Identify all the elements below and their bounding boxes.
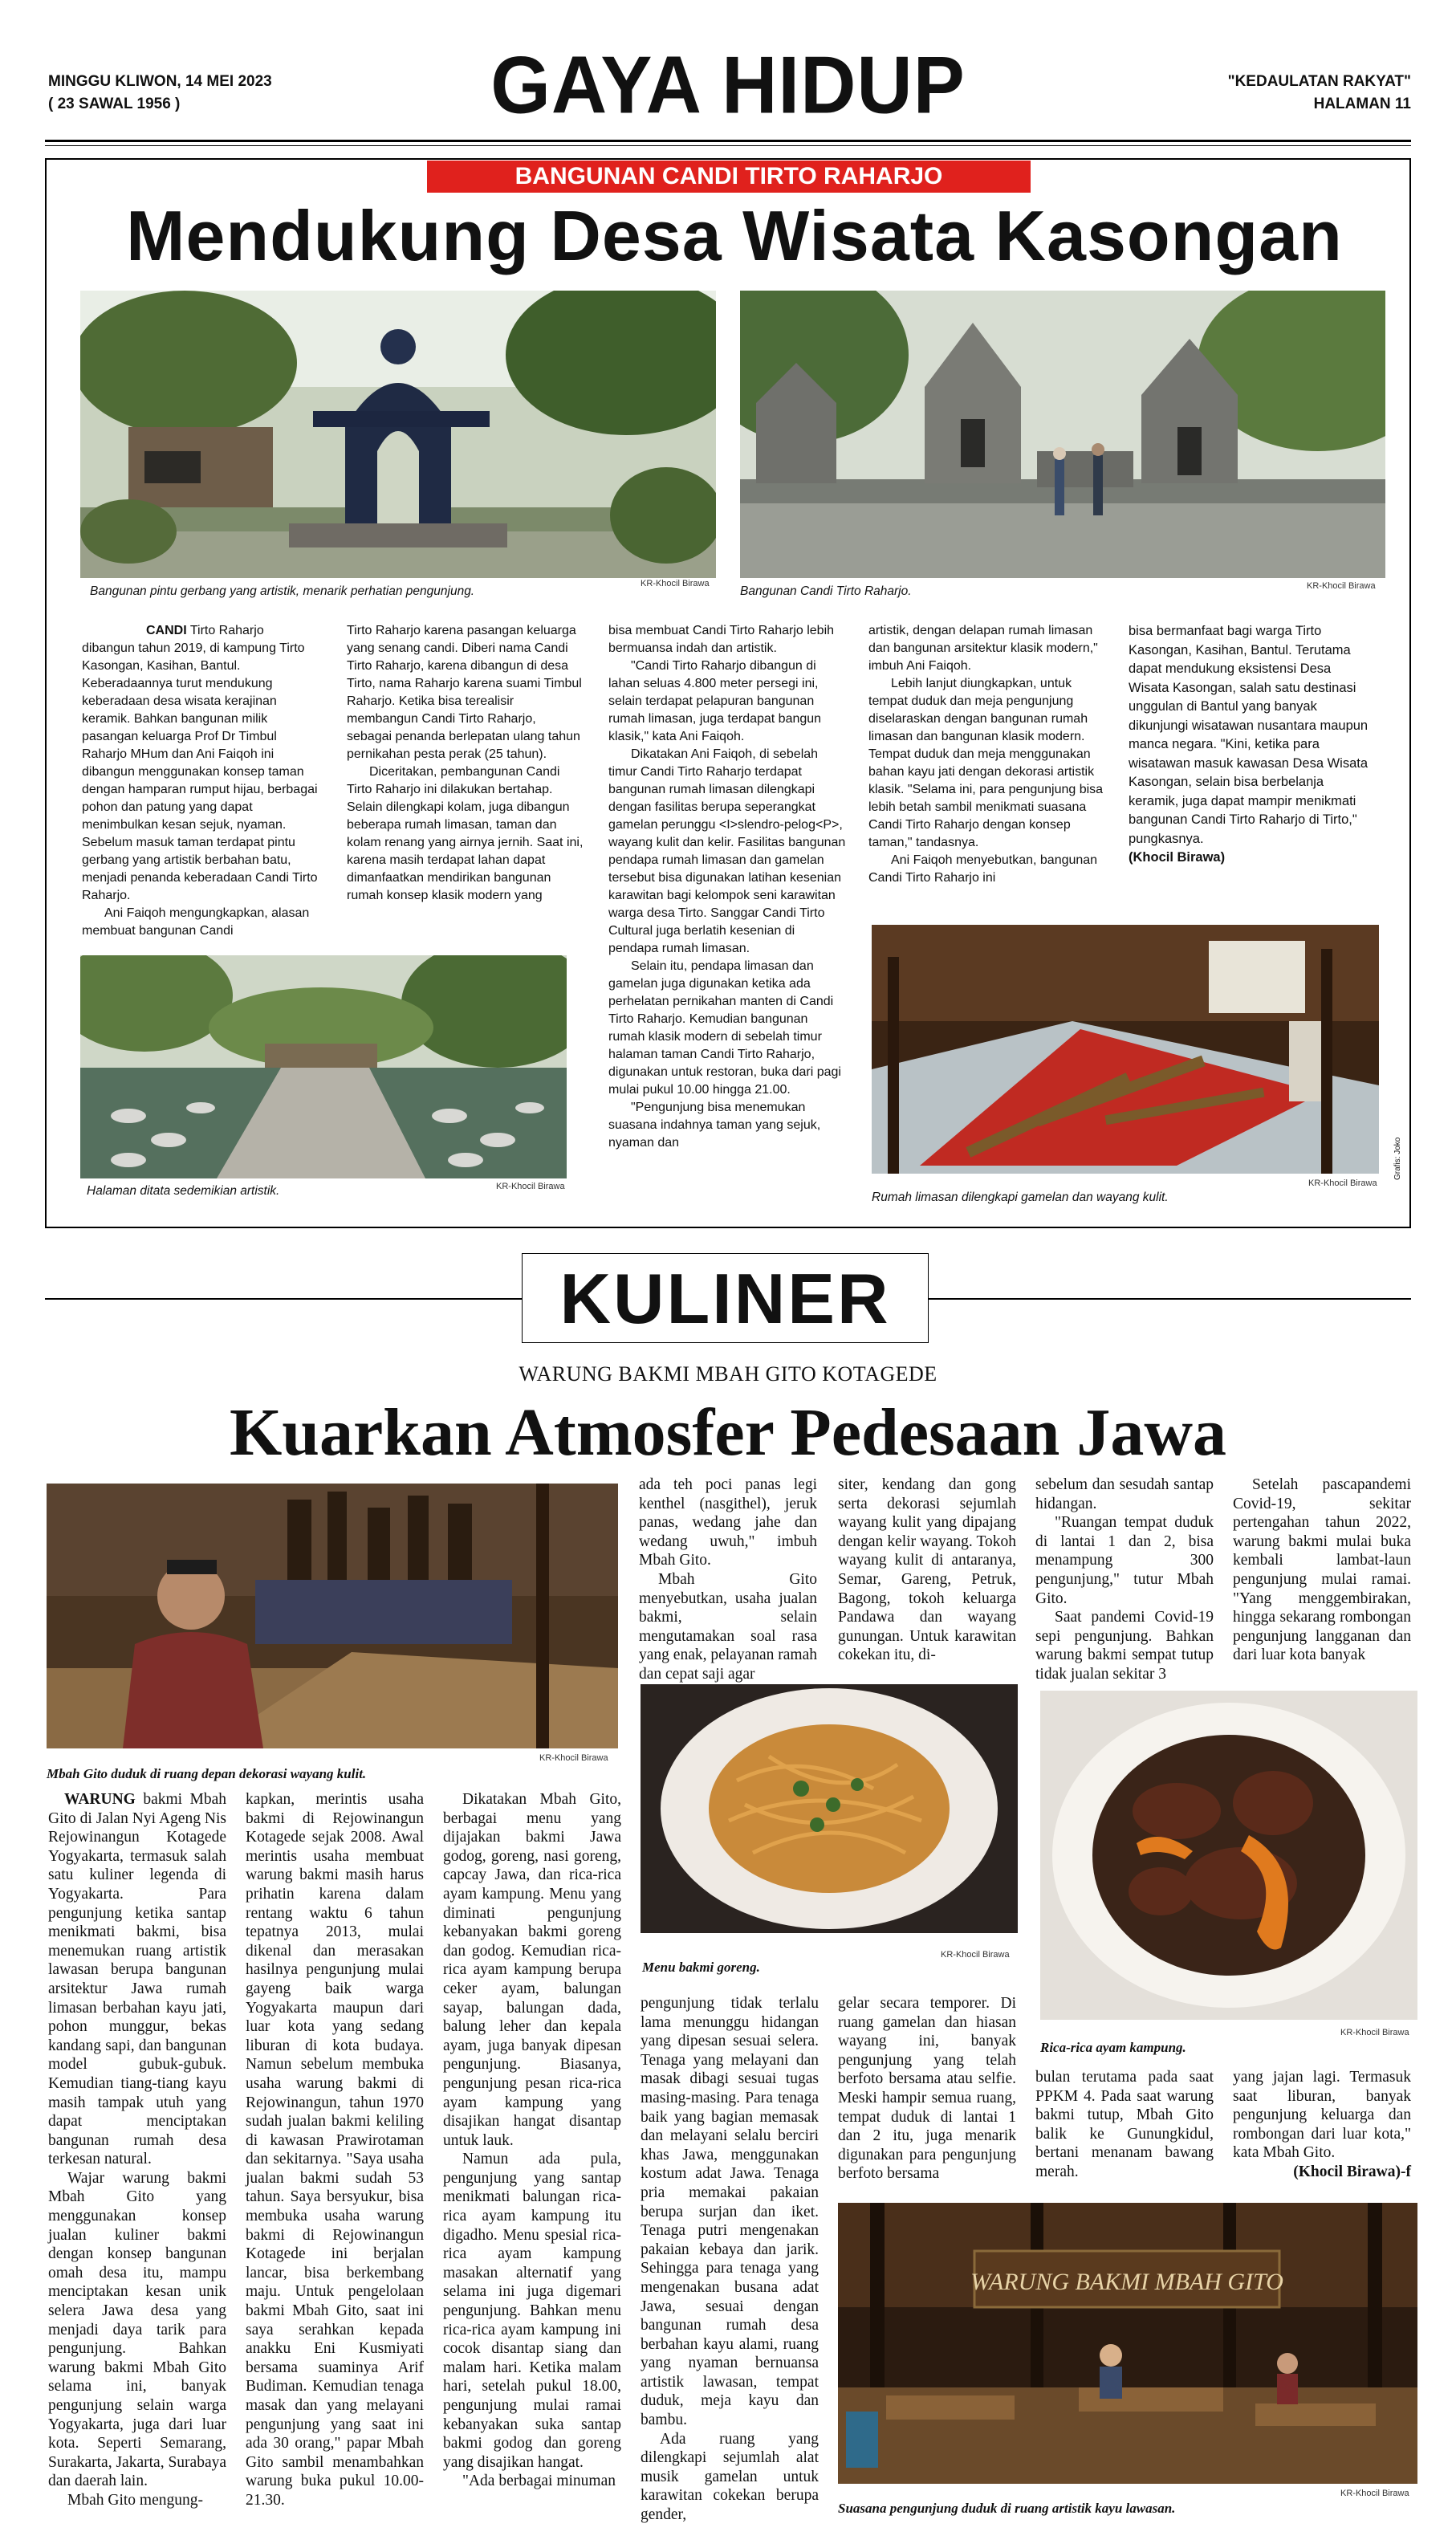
k-col7-p1: Setelah pascapandemi Covid-19, sekitar pertengahan tahun 2022, warung bakmi mulai buka kembali lambat-laun pengunjung mulai ramai. "Yang menggembirakan, hingga sekarang rombongan pengunjung langganan dan dari luar kota banyak: [1233, 1476, 1411, 1664]
photo-bakmi: [641, 1684, 1018, 1933]
header-rule: [45, 140, 1411, 142]
col4-p1: artistik, dengan delapan rumah limasan dan bangunan arsitektur klasik modern," imbuh Ani Faiqoh.: [868, 624, 1098, 673]
col5-p1: bisa bermanfaat bagi warga Tirto Kasongan, Kasihan, Bantul. Terutama dapat mendukung eksistensi Desa Wisata Kasongan, salah satu destinasi unggulan di Bantul yang banyak dikunjungi wisatawan nusantara maupun manca negara. "Kini, ketika para wisatawan masuk kawasan Desa Wisata Kasongan, selain bisa berbelanja keramik, juga dapat mampir menikmati bangunan Candi Tirto Raharjo di Tirto," pungkasnya.: [1129, 624, 1369, 846]
k-col11-p1: yang jajan lagi. Termasuk saat liburan, banyak pengunjung keluarga dan rombongan dari luar kota," kata Mbah Gito.: [1233, 2069, 1411, 2162]
credit-candi: KR-Khocil Birawa: [1307, 581, 1376, 591]
feature1-column-4: [868, 622, 1106, 887]
photo-garden: [80, 955, 567, 1178]
k-col8-p1: pengunjung tidak terlalu lama menunggu hidangan yang dipesan sesuai selera. Tenaga yang melayani dan masak dibagi sesuai tugas masing-masing. Para tenaga baik yang bagian memasak dan melayani selalu berciri khas Jawa, menggunakan kostum adat Jawa. Tenaga pria memakai pakaian berupa surjan dan iket. Tenaga putri mengenakan pakaian kebaya dan jarik. Sehingga para tenaga yang mengenakan busana adat Jawa, sesuai dengan bangunan rumah desa berbahan kayu alami, ruang yang nyaman bernuansa artistik lawasan, tempat duduk, meja kayu dan bambu.: [641, 1995, 819, 2429]
warung-sign-text: WARUNG BAKMI MBAH GITO: [970, 2269, 1283, 2295]
k-col9-p1: gelar secara temporer. Di ruang gamelan dan hiasan wayang ini, banyak pengunjung yang telah berfoto bersama atau selfie. Meski hampir semua ruang, tempat duduk di lantai 1 dan 2 itu, juga menarik digunakan para pengunjung berfoto bersama: [838, 1995, 1016, 2183]
k-col1-p3: Mbah Gito mengung-: [67, 2491, 203, 2509]
kuliner-column-1: [48, 1790, 226, 2510]
kuliner-column-10: [1035, 2068, 1214, 2182]
page-number: HALAMAN 11: [1313, 96, 1411, 112]
k-lead-word: WARUNG: [64, 1791, 136, 1808]
graphics-credit: Grafis: Joko: [1393, 1137, 1402, 1180]
col3-p4: Selain itu, pendapa limasan dan gamelan juga digunakan ketika ada perhelatan pernikahan manten di Candi Tirto Raharjo. Kemudian bangunan rumah klasik modern di sebelah timur halaman taman Candi Tirto Raharjo, digunakan untuk restoran, buka dari pagi mulai pukul 10.00 hingga 21.00.: [608, 959, 841, 1097]
photo-gamelan: [872, 925, 1379, 1174]
paper-name: "KEDAULATAN RAKYAT": [1227, 73, 1411, 90]
credit-garden: KR-Khocil Birawa: [496, 1182, 565, 1191]
section-label: KULINER: [522, 1253, 929, 1343]
hijri-date-line: ( 23 SAWAL 1956 ): [48, 96, 181, 112]
k-col3-p2: Namun ada pula, pengunjung yang santap menikmati balungan rica-rica ayam kampung itu digadho. Menu spesial rica-rica ayam kampung masakan alternatif yang selama ini juga digemari pengunjung. Bahkan menu rica-rica ayam kampung ini cocok disantap siang dan malam hari. Ketika malam hari, setelah pukul 18.00, pengunjung mulai ramai kebanyakan suka santap bakmi godog dan goreng yang disajikan hangat.: [443, 2151, 621, 2471]
photo-rica-rica: [1040, 1691, 1417, 2020]
photo-gate: [80, 291, 716, 578]
date-line: MINGGU KLIWON, 14 MEI 2023: [48, 73, 272, 90]
page-info: [1228, 71, 1411, 116]
feature1-column-1: [82, 622, 319, 940]
credit-bakmi: KR-Khocil Birawa: [941, 1950, 1010, 1960]
photo-mbah-gito: [47, 1484, 618, 1748]
credit-gamelan: KR-Khocil Birawa: [1308, 1178, 1377, 1188]
col2-p2: Diceritakan, pembangunan Candi Tirto Raharjo ini dilakukan bertahap. Selain dilengkapi kolam, juga dibangun beberapa rumah limasan, taman dan kolam renang yang airnya jernih. Saat ini, karena masih terdapat lahan dapat dimanfaatkan mendirikan bangunan rumah konsep klasik modern yang: [347, 765, 584, 902]
caption-rica-rica: Rica-rica ayam kampung.: [1040, 2040, 1186, 2055]
credit-interior: KR-Khocil Birawa: [1340, 2489, 1409, 2498]
kuliner-column-4: [639, 1475, 817, 1684]
k-col4-p2: Mbah Gito menyebutkan, usaha jualan bakmi, selain mengutamakan soal rasa yang enak, pelayanan ramah dan cepat saji agar: [639, 1570, 817, 1683]
k-col6-p2: "Ruangan tempat duduk di lantai 1 dan 2, bisa menampung 300 pengunjung," tutur Mbah Gito.: [1035, 1514, 1214, 1607]
kuliner-column-3: [443, 1790, 621, 2491]
caption-candi: Bangunan Candi Tirto Raharjo.: [740, 584, 912, 598]
feature-kicker: BANGUNAN CANDI TIRTO RAHARJO: [427, 161, 1031, 193]
lead-word: CANDI: [146, 624, 187, 637]
kuliner-column-6: [1035, 1475, 1214, 1684]
feature1-column-3: [608, 622, 846, 1152]
k-col6-p1: sebelum dan sesudah santap hidangan.: [1035, 1476, 1214, 1512]
feature1-column-5: [1129, 622, 1369, 868]
kuliner-column-7: [1233, 1475, 1411, 1665]
col3-p1: bisa membuat Candi Tirto Raharjo lebih bermuansa indah dan artistik.: [608, 624, 835, 655]
k-col10-p1: bulan terutama pada saat PPKM 4. Pada saat warung bakmi tutup, Mbah Gito balik ke Gunungkidul, bertani menanam bawang merah.: [1035, 2069, 1214, 2180]
k-col1-p1-text: bakmi Mbah Gito di Jalan Nyi Ageng Nis Rejowinangun Kotagede Yogyakarta, termasuk salah satu kuliner legenda di Yogyakarta. Para pengunjung ketika santap menikmati bakmi, bisa menemukan ruang artistik lawasan berupa bangunan arsitektur Jawa rumah limasan berbahan kayu jati, pohon munggur, bekas kandang sapi, dan bangunan model gubuk-gubuk. Kemudian tiang-tiang kayu masih tampak utuh yang dapat menciptakan bangunan rumah desa terkesan natural.: [48, 1791, 227, 2168]
k-col2-p1: kapkan, merintis usaha bakmi di Rejowinangun Kotagede sejak 2008. Awal merintis usaha membuat warung bakmi masih harus prihatin karena dalam rentang waktu 6 tahun tepatnya 2013, mulai dikenal dan merasakan hasilnya pengunjung mulai gayeng baik warga Yogyakarta maupun dari luar kota yang sedang liburan di kota budaya. Namun sebelum membuka usaha warung bakmi di Rejowinangun, tahun 1970 sudah jualan bakmi keliling di kawasan Prawirotaman dan sekitarnya. "Saya usaha jualan bakmi sudah 53 tahun. Saya bersyukur, bisa membuka usaha warung bakmi di Rejowinangun Kotagede ini berjalan lancar, bisa berkembang maju. Untuk pengelolaan bakmi Mbah Gito, saat ini saya serahkan kepada anakku Eni Kusmiyati bersama suaminya Arif Budiman. Kemudian tenaga masak dan yang melayani pengunjung yang saat ini ada 30 orang," papar Mbah Gito sambil menambahkan warung buka pukul 10.00-21.30.: [246, 1791, 424, 2509]
caption-garden: Halaman ditata sedemikian artistik.: [87, 1184, 280, 1198]
k-col1-p2: Wajar warung bakmi Mbah Gito yang menggunakan konsep jualan kuliner bakmi dengan konsep bangunan omah desa itu, mampu menciptakan kesan unik selera Jawa desa yang menjadi daya tarik para pengunjung. Bahkan warung bakmi Mbah Gito selama ini, banyak pengunjung selain warga Yogyakarta, juga dari luar kota. Seperti Semarang, Surakarta, Jakarta, Surabaya dan daerah lain.: [48, 2169, 226, 2490]
k-col4-p1: ada teh poci panas legi kenthel (nasgithel), jeruk panas, wedang jahe dan wedang uwuh," imbuh Mbah Gito.: [639, 1476, 817, 1569]
caption-gamelan: Rumah limasan dilengkapi gamelan dan wayang kulit.: [872, 1191, 1169, 1204]
kuliner-column-9: [838, 1994, 1016, 2184]
col2-p1: Tirto Raharjo karena pasangan keluarga yang senang candi. Diberi nama Candi Tirto Raharjo, karena dibangun di desa Tirto, nama Raharjo karena suami Timbul Raharjo. Ketika bisa terealisir membangun Candi Tirto Raharjo, sebagai penanda berlepatan ulang tahun pernikahan pesta perak (25 tahun).: [347, 624, 582, 761]
k-col8-p2: Ada ruang yang dilengkapi sejumlah alat musik gamelan untuk karawitan cokekan berupa gender,: [641, 2430, 819, 2524]
header-rule-thin: [45, 145, 1411, 146]
col4-p3: Ani Faiqoh menyebutkan, bangunan Candi Tirto Raharjo ini: [868, 853, 1098, 885]
kuliner-column-11: [1233, 2068, 1411, 2182]
photo-candi: [740, 291, 1385, 578]
col3-p3: Dikatakan Ani Faiqoh, di sebelah timur Candi Tirto Raharjo terdapat bangunan rumah limasan dilengkapi dengan fasilitas berupa seperangkat gamelan perunggu <I>slendro-pelog<P>, wayang kulit dan kelir. Fasilitas bangunan pendapa rumah limasan dan gamelan tersebut bisa digunakan latihan kesenian karawitan bagi kelompok seni karawitan warga desa Tirto. Sanggar Candi Tirto Cultural juga berlatih kesenian di pendapa rumah limasan.: [608, 747, 846, 955]
credit-gate: KR-Khocil Birawa: [641, 579, 710, 588]
photo-interior: [838, 2203, 1417, 2484]
caption-gate: Bangunan pintu gerbang yang artistik, menarik perhatian pengunjung.: [90, 584, 475, 598]
feature-headline: Mendukung Desa Wisata Kasongan: [126, 196, 1343, 275]
caption-mbah-gito: Mbah Gito duduk di ruang depan dekorasi wayang kulit.: [47, 1766, 367, 1781]
k-col6-p3: Saat pandemi Covid-19 sepi pengunjung. Bahkan warung bakmi sempat tutup tidak jualan sekitar 3: [1035, 1609, 1214, 1683]
caption-bakmi: Menu bakmi goreng.: [642, 1960, 760, 1975]
col3-p5: "Pengunjung bisa menemukan suasana indahnya taman yang sejuk, nyaman dan: [608, 1101, 821, 1150]
kuliner-column-8: [641, 1994, 819, 2525]
col3-p2: "Candi Tirto Raharjo dibangun di lahan seluas 4.800 meter persegi ini, selain terdapat pelapuran bangunan rumah limasan, juga terdapat bangun klasik," kata Ani Faiqoh.: [608, 659, 822, 743]
col1-p1: Tirto Raharjo dibangun tahun 2019, di kampung Tirto Kasongan, Kasihan, Bantul. Keberadaannya turut mendukung keberadaan desa wisata kerajinan keramik. Bahkan bangunan milik pasangan keluarga Prof Dr Timbul Raharjo MHum dan Ani Faiqoh ini dibangun menggunakan konsep taman dengan hamparan rumput hijau, berbagai pohon dan patung yang dapat menimbulkan kesan sejuk, nyaman. Sebelum masuk taman terdapat pintu gerbang yang artistik berbahan batu, menjadi penanda keberadaan Candi Tirto Raharjo.: [82, 624, 318, 902]
section-masthead: GAYA HIDUP: [490, 40, 966, 131]
col1-p2: Ani Faiqoh mengungkapkan, alasan membuat bangunan Candi: [82, 906, 310, 938]
kuliner-headline: Kuarkan Atmosfer Pedesaan Jawa: [229, 1395, 1227, 1470]
k-col1-p1: [48, 1790, 226, 2169]
k-byline: (Khocil Birawa)-f: [1293, 2163, 1411, 2180]
credit-rica-rica: KR-Khocil Birawa: [1340, 2028, 1409, 2037]
k-col3-p3: "Ada berbagai minuman: [462, 2473, 616, 2490]
kuliner-column-5: [838, 1475, 1016, 1665]
feature1-column-2: [347, 622, 584, 905]
k-col3-p1: Dikatakan Mbah Gito, berbagai menu yang dijajakan bakmi Jawa godog, goreng, nasi goreng, capcay Jawa, dan rica-rica ayam kampung. Menu yang diminati pengunjung kebanyakan bakmi goreng dan godog. Kemudian rica-rica ayam kampung berupa ceker ayam, balungan sayap, balungan dada, balung leher dan kepala ayam, juga banyak dipesan pengunjung. Biasanya, pengunjung pesan rica-rica ayam kampung yang disajikan hangat disantap untuk lauk.: [443, 1791, 621, 2149]
kuliner-column-2: [246, 1790, 424, 2510]
credit-mbah-gito: KR-Khocil Birawa: [539, 1753, 608, 1763]
col4-p2: Lebih lanjut diungkapkan, untuk tempat duduk dan meja pengunjung diselaraskan dengan bangunan rumah limasan dan bangunan klasik modern. Tempat duduk dan meja menggunakan bahan kayu jati dengan dekorasi artistik klasik. "Selama ini, para pengunjung bisa lebih betah sambil menikmati suasana Candi Tirto Raharjo dengan konsep taman," tandasnya.: [868, 677, 1104, 849]
caption-interior: Suasana pengunjung duduk di ruang artistik kayu lawasan.: [838, 2501, 1176, 2516]
col5-byline: (Khocil Birawa): [1129, 850, 1226, 865]
k-col5-p1: siter, kendang dan gong serta dekorasi sejumlah wayang kulit yang dipajang dengan kelir wayang. Tokoh wayang kulit di antaranya, Semar, Gareng, Petruk, Bagong, tokoh keluarga Pandawa dan wayang gunungan. Untuk karawitan cokekan itu, di-: [838, 1476, 1016, 1664]
kuliner-kicker: WARUNG BAKMI MBAH GITO KOTAGEDE: [519, 1362, 937, 1386]
